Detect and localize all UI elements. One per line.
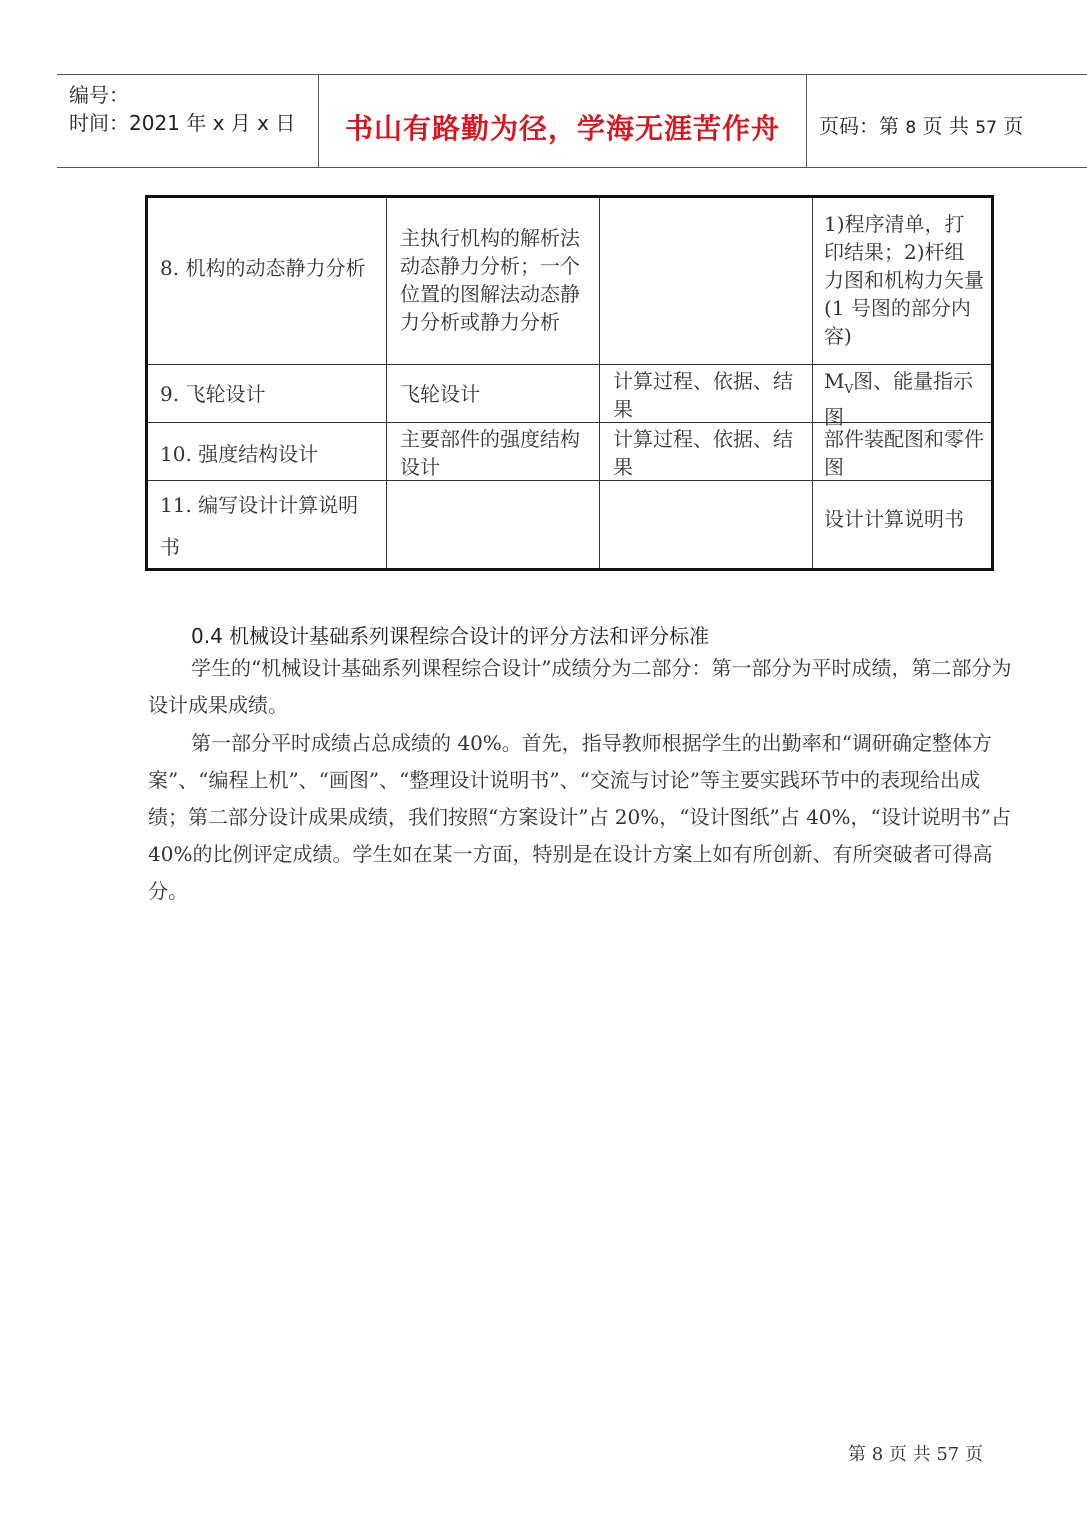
section-heading: 0.4 机械设计基础系列课程综合设计的评分方法和评分标准 <box>191 624 710 648</box>
table-divider <box>148 364 991 365</box>
table-cell-item: 8. 机构的动态静力分析 <box>160 256 366 280</box>
table-cell-item: 10. 强度结构设计 <box>160 442 319 466</box>
mv-symbol: M <box>824 369 845 393</box>
header-motto: 书山有路勤为径，学海无涯苦作舟 <box>345 112 781 145</box>
table-cell-deliverable <box>824 367 986 431</box>
table-cell-requirement: 计算过程、依据、结果 <box>613 369 793 421</box>
document-date: 时间：2021 年 x 月 x 日 <box>69 111 296 135</box>
table-cell-deliverable: 设计计算说明书 <box>824 507 964 531</box>
paragraph: 学生的“机械设计基础系列课程综合设计”成绩分为二部分：第一部分为平时成绩，第二部分为设计成果成绩。 <box>148 656 1012 717</box>
table-cell-deliverable: 1)程序清单，打印结果；2)杆组力图和机构力矢量(1 号图的部分内容) <box>824 212 984 348</box>
header-page-info <box>819 110 1023 139</box>
table-cell-content: 主要部件的强度结构设计 <box>400 427 580 479</box>
page-middle: 页 共 <box>916 114 976 138</box>
table-cell-content: 飞轮设计 <box>400 382 480 406</box>
table-cell-content: 主执行机构的解析法动态静力分析；一个位置的图解法动态静力分析或静力分析 <box>400 226 580 334</box>
page-header <box>57 74 1087 168</box>
page-prefix: 页码：第 <box>819 114 906 138</box>
table-cell-deliverable: 部件装配图和零件图 <box>824 427 984 479</box>
table-divider <box>812 198 813 568</box>
table-cell-item: 9. 飞轮设计 <box>160 382 266 406</box>
mv-rest: 图、能量指示图 <box>824 369 974 429</box>
page-total: 57 <box>975 118 997 138</box>
paragraph: 第一部分平时成绩占总成绩的 40%。首先，指导教师根据学生的出勤率和“调研确定整体方案”、“编程上机”、“画图”、“整理设计说明书”、“交流与讨论”等主要实践环节中的表现给出成绩；第二部分设计成果成绩，我们按照“方案设计”占 20%，“设计图纸”占 40%，“设计说明书”占 40%的比例评定成绩。学生如在某一方面，特别是在设计方案上如有所创新、有所突破者可得高分。 <box>148 731 1011 903</box>
table-cell-item <box>160 484 384 568</box>
header-page-cell <box>807 75 1087 167</box>
document-number-label: 编号： <box>69 83 129 107</box>
item-line: 书 <box>160 535 180 559</box>
table-cell-requirement: 计算过程、依据、结果 <box>613 427 793 479</box>
table-divider <box>599 198 600 568</box>
mv-subscript: V <box>844 382 854 396</box>
item-line: 11. 编写设计计算说明 <box>160 493 359 517</box>
header-motto-cell <box>319 75 807 167</box>
table-divider <box>386 198 387 568</box>
header-meta-cell <box>57 75 319 167</box>
page-footer: 第 8 页 共 57 页 <box>848 1444 983 1465</box>
page-suffix: 页 <box>996 114 1024 138</box>
page-current: 8 <box>905 118 917 138</box>
design-task-table <box>145 195 994 571</box>
